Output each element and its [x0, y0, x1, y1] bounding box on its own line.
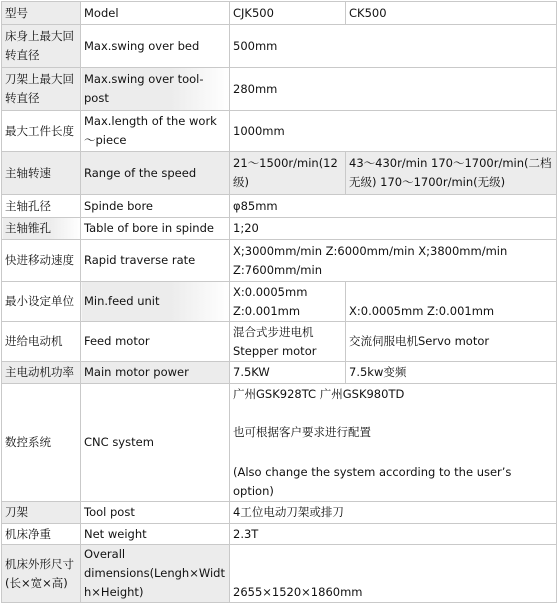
- label-cn: 最小设定单位: [2, 282, 81, 322]
- value: 2655×1520×1860mm: [230, 545, 557, 603]
- label-cn: 刀架: [2, 502, 81, 524]
- value-cjk500: [230, 322, 346, 362]
- value-ck500: X:0.0005mm Z:0.001mm: [346, 282, 557, 322]
- label-en: Feed motor: [81, 322, 230, 362]
- value-line: 混合式步进电机: [233, 324, 314, 339]
- value-ck500: 7.5kw变频: [346, 362, 557, 384]
- table-row: [2, 25, 557, 68]
- label-cn: 机床净重: [2, 524, 81, 545]
- label-cn: 机床外形尺寸(长×宽×高): [2, 545, 81, 603]
- label-en: Model: [81, 2, 230, 25]
- label-cn: 刀架上最大回转直径: [2, 68, 81, 111]
- label-en: Max.swing over bed: [81, 25, 230, 68]
- table-row: [2, 218, 557, 240]
- label-cn: 主轴孔径: [2, 195, 81, 218]
- table-row: [2, 152, 557, 195]
- label-cn: 主轴锥孔: [2, 218, 81, 240]
- label-cn: 主电动机功率: [2, 362, 81, 384]
- label-cn: 进给电动机: [2, 322, 81, 362]
- label-cn: 床身上最大回转直径: [2, 25, 81, 68]
- value-line: Stepper motor: [233, 343, 317, 358]
- value: φ85mm: [230, 195, 557, 218]
- table-row: [2, 2, 557, 25]
- value: 4工位电动刀架或排刀: [230, 502, 557, 524]
- value-line: 广州GSK928TC 广州GSK980TD: [233, 387, 405, 401]
- table-row: [2, 384, 557, 502]
- label-en: Min.feed unit: [81, 282, 230, 322]
- value-cjk500: CJK500: [230, 2, 346, 25]
- label-en: Range of the speed: [81, 152, 230, 195]
- label-cn: 最大工件长度: [2, 111, 81, 152]
- value-line: 也可根据客户要求进行配置: [233, 425, 371, 439]
- label-en: Rapid traverse rate: [81, 240, 230, 282]
- value: [230, 384, 557, 502]
- label-en: Table of bore in spinde: [81, 218, 230, 240]
- table-row: [2, 524, 557, 545]
- label-en: Spinde bore: [81, 195, 230, 218]
- value-ck500: CK500: [346, 2, 557, 25]
- value-line: Z:0.001mm: [233, 303, 301, 318]
- label-cn: 主轴转速: [2, 152, 81, 195]
- value: 280mm: [230, 68, 557, 111]
- label-en: Main motor power: [81, 362, 230, 384]
- label-en: Max.swing over tool-post: [81, 68, 230, 111]
- table-row: [2, 68, 557, 111]
- table-row: [2, 362, 557, 384]
- label-en: Net weight: [81, 524, 230, 545]
- table-row: [2, 502, 557, 524]
- value-cjk500: 7.5KW: [230, 362, 346, 384]
- value-line: X:0.0005mm: [233, 284, 308, 299]
- table-row: [2, 322, 557, 362]
- table-row: [2, 282, 557, 322]
- label-cn: 数控系统: [2, 384, 81, 502]
- value-line: (Also change the system according to the user’s option): [233, 465, 512, 498]
- value: 2.3T: [230, 524, 557, 545]
- value-cjk500: 21～1500r/min(12级): [230, 152, 346, 195]
- table-row: [2, 545, 557, 603]
- value-ck500: 交流伺服电机Servo motor: [346, 322, 557, 362]
- table-row: [2, 240, 557, 282]
- label-cn: 型号: [2, 2, 81, 25]
- value-ck500: 43～430r/min 170～1700r/min(二档无级) 170～1700r/min(无级): [346, 152, 557, 195]
- label-en: Tool post: [81, 502, 230, 524]
- value-cjk500: [230, 282, 346, 322]
- value: 1000mm: [230, 111, 557, 152]
- label-en: CNC system: [81, 384, 230, 502]
- specification-table: [1, 1, 557, 603]
- label-en: Max.length of the work～piece: [81, 111, 230, 152]
- table-row: [2, 195, 557, 218]
- value: 1;20: [230, 218, 557, 240]
- label-cn: 快进移动速度: [2, 240, 81, 282]
- label-en: Overall dimensions(Lengh×Width×Height): [81, 545, 230, 603]
- value: 500mm: [230, 25, 557, 68]
- table-row: [2, 111, 557, 152]
- value: X;3000mm/min Z:6000mm/min X;3800mm/min Z:7600mm/min: [230, 240, 557, 282]
